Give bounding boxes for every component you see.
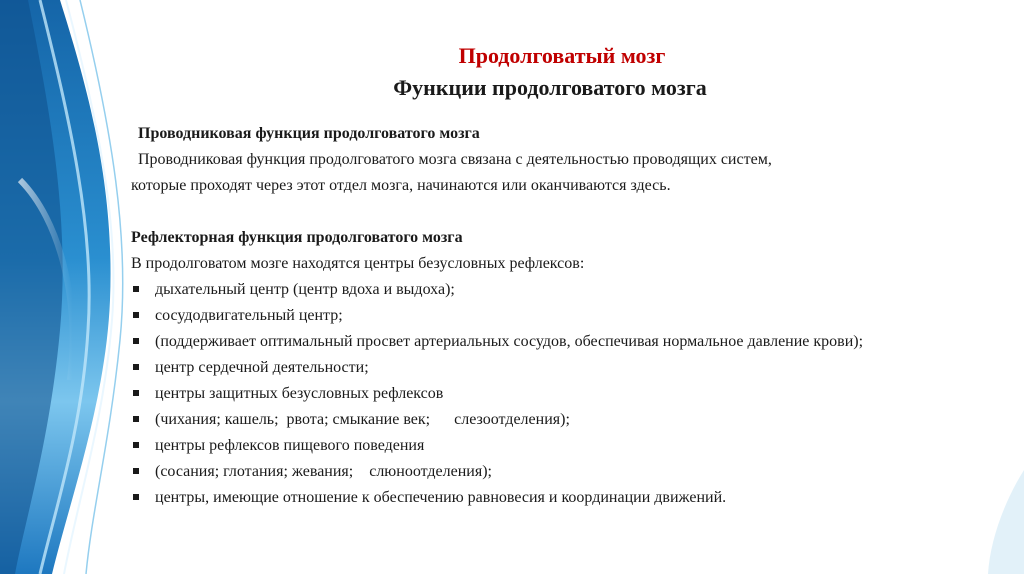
list-item: (сосания; глотания; жевания; слюноотделения);	[131, 459, 971, 485]
reflex-center-list	[131, 277, 971, 511]
slide-title-block	[0, 42, 1024, 102]
list-item: центры защитных безусловных рефлексов	[131, 381, 971, 407]
conduction-text-line2: которые проходят через этот отдел мозга, начинаются или оканчиваются здесь.	[131, 177, 671, 194]
reflex-heading: Рефлекторная функция продолговатого мозга	[131, 229, 463, 246]
slide-subtitle: Функции продолговатого мозга	[393, 75, 707, 100]
list-item: центры рефлексов пищевого поведения	[131, 433, 971, 459]
list-item: (чихания; кашель; рвота; смыкание век; слезоотделения);	[131, 407, 971, 433]
list-item: дыхательный центр (центр вдоха и выдоха);	[131, 277, 971, 303]
list-item: (поддерживает оптимальный просвет артериальных сосудов, обеспечивая нормальное давление крови);	[131, 329, 971, 355]
slide-content	[131, 121, 971, 511]
list-item: центры, имеющие отношение к обеспечению равновесия и координации движений.	[131, 485, 971, 511]
list-item: сосудодвигательный центр;	[131, 303, 971, 329]
slide-title: Продолговатый мозг	[458, 43, 666, 68]
list-item: центр сердечной деятельности;	[131, 355, 971, 381]
reflex-intro: В продолговатом мозге находятся центры безусловных рефлексов:	[131, 255, 585, 272]
conduction-heading: Проводниковая функция продолговатого мозга	[138, 125, 480, 142]
section-spacer	[131, 199, 971, 225]
conduction-text-line1: Проводниковая функция продолговатого мозга связана с деятельностью проводящих систем,	[138, 151, 772, 168]
